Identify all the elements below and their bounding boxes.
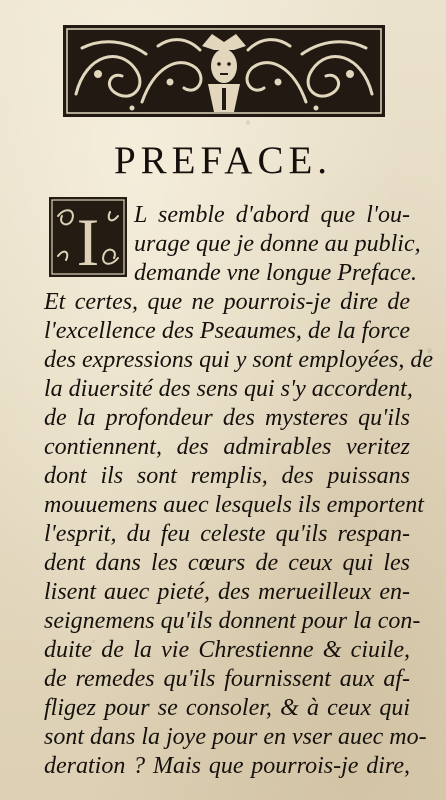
decorated-initial-icon [48, 196, 128, 278]
text-line: l'excellence des Pseaumes, de la force [44, 318, 410, 344]
text-line: dent dans les cœurs de ceux qui les [44, 550, 410, 576]
text-line: de la profondeur des mysteres qu'ils [44, 405, 410, 431]
text-line: duite de la vie Chrestienne & ciuile, [44, 637, 410, 663]
text-line: deration ? Mais que pourrois-je dire, [44, 753, 410, 779]
text-line: lisent auec pieté, des merueilleux en- [44, 579, 410, 605]
text-line: l'esprit, du feu celeste qu'ils respan- [44, 521, 410, 547]
text-line: urage que je donne au public, [134, 231, 421, 257]
drop-cap-letter: I [76, 204, 100, 278]
text-line: la diuersité des sens qui s'y accordent, [44, 376, 413, 402]
text-line: contiennent, des admirables veritez [44, 434, 410, 460]
page-title: PREFACE. [113, 139, 333, 182]
text-line: seignemens qu'ils donnent pour la con- [44, 608, 421, 634]
paper-speck [246, 120, 250, 125]
text-line: dont ils sont remplis, des puissans [44, 463, 410, 489]
text-line: sont dans la joye pour en vser auec mo- [44, 724, 427, 750]
text-line: L semble d'abord que l'ou- [134, 202, 410, 228]
floral-headpiece-icon [62, 24, 386, 118]
text-line: mouuemens auec lesquels ils emportent [44, 492, 424, 518]
text-line: demande vne longue Preface. [134, 260, 417, 286]
text-line: des expressions qui y sont employées, de [44, 347, 434, 373]
text-line: fligez pour se consoler, & à ceux qui [44, 695, 410, 721]
text-line: Et certes, que ne pourrois-je dire de [44, 289, 410, 315]
text-line: de remedes qu'ils fournissent aux af- [44, 666, 410, 692]
